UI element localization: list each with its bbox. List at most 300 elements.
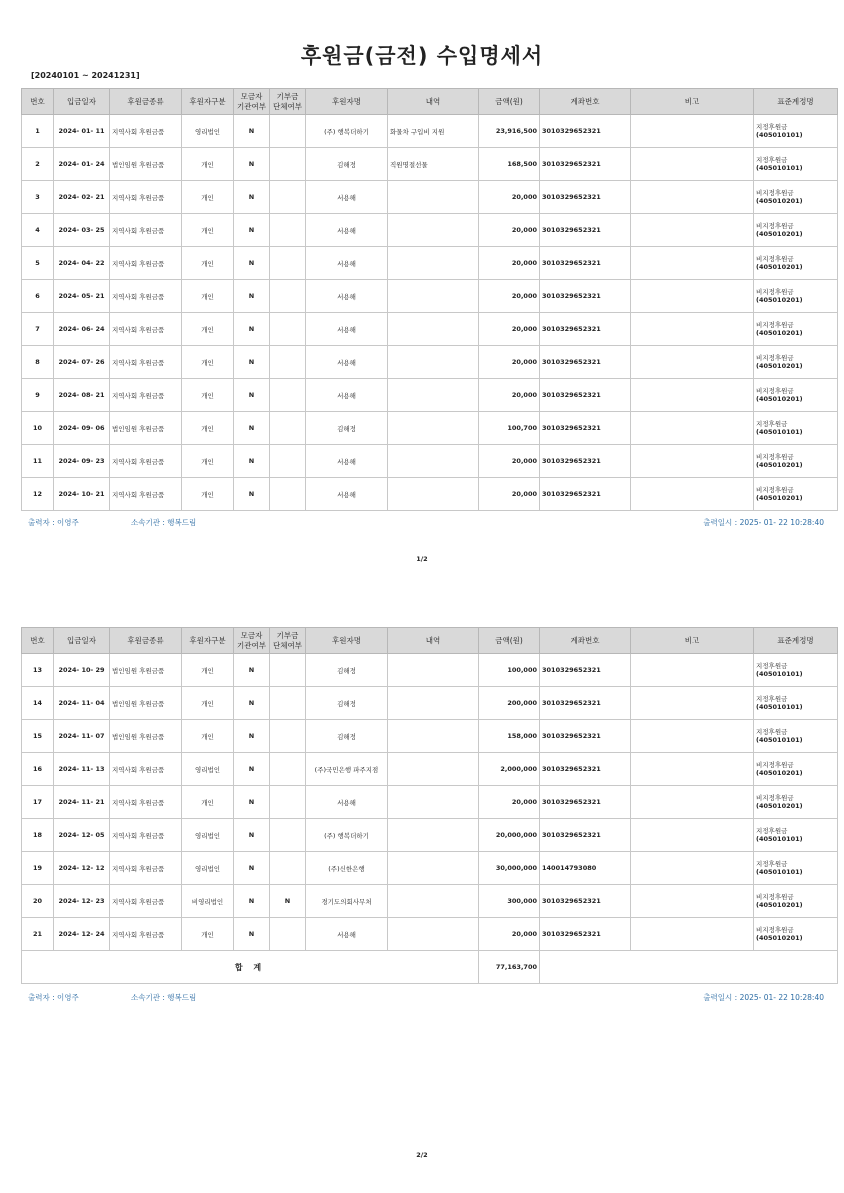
- cell-group: [270, 280, 306, 313]
- cell-fund-org: N: [234, 115, 270, 148]
- cell-donor-class: 개인: [182, 918, 234, 951]
- cell-donor-class: 개인: [182, 445, 234, 478]
- cell-donor: 서용해: [306, 181, 388, 214]
- cell-date: 2024- 03- 25: [54, 214, 110, 247]
- cell-amount: 20,000: [479, 786, 540, 819]
- cell-detail: [388, 720, 479, 753]
- cell-account: 3010329652321: [540, 687, 631, 720]
- cell-amount: 20,000: [479, 280, 540, 313]
- cell-fund-org: N: [234, 280, 270, 313]
- cell-std-account: 지정후원금 (405010101): [754, 720, 838, 753]
- cell-type: 지역사회 후원금품: [110, 115, 182, 148]
- cell-detail: [388, 753, 479, 786]
- cell-account: 3010329652321: [540, 115, 631, 148]
- cell-account: 3010329652321: [540, 786, 631, 819]
- header-donor-class: 후원자구분: [182, 89, 234, 115]
- cell-donor-class: 개인: [182, 313, 234, 346]
- cell-donor-class: 개인: [182, 280, 234, 313]
- cell-note: [631, 819, 754, 852]
- header-account: 계좌번호: [540, 628, 631, 654]
- cell-detail: [388, 819, 479, 852]
- cell-no: 4: [22, 214, 54, 247]
- cell-date: 2024- 01- 24: [54, 148, 110, 181]
- cell-amount: 20,000,000: [479, 819, 540, 852]
- cell-note: [631, 753, 754, 786]
- cell-date: 2024- 10- 29: [54, 654, 110, 687]
- cell-date: 2024- 12- 23: [54, 885, 110, 918]
- cell-type: 법인임원 후원금품: [110, 687, 182, 720]
- cell-type: 법인임원 후원금품: [110, 412, 182, 445]
- table-row: [22, 819, 844, 852]
- cell-note: [631, 181, 754, 214]
- cell-donor: (주)신한은행: [306, 852, 388, 885]
- cell-donor-class: 개인: [182, 379, 234, 412]
- cell-date: 2024- 07- 26: [54, 346, 110, 379]
- cell-amount: 200,000: [479, 687, 540, 720]
- cell-amount: 168,500: [479, 148, 540, 181]
- cell-type: 법인임원 후원금품: [110, 148, 182, 181]
- cell-no: 13: [22, 654, 54, 687]
- cell-fund-org: N: [234, 478, 270, 511]
- cell-date: 2024- 09- 06: [54, 412, 110, 445]
- cell-date: 2024- 12- 24: [54, 918, 110, 951]
- cell-detail: 직원명절선물: [388, 148, 479, 181]
- cell-account: 3010329652321: [540, 313, 631, 346]
- cell-donor-class: 영리법인: [182, 852, 234, 885]
- cell-date: 2024- 12- 05: [54, 819, 110, 852]
- table-row: [22, 445, 844, 478]
- cell-fund-org: N: [234, 379, 270, 412]
- cell-donor-class: 영리법인: [182, 115, 234, 148]
- cell-fund-org: N: [234, 346, 270, 379]
- cell-group: [270, 753, 306, 786]
- cell-std-account: 비지정후원금 (405010201): [754, 181, 838, 214]
- cell-date: 2024- 02- 21: [54, 181, 110, 214]
- cell-type: 지역사회 후원금품: [110, 478, 182, 511]
- cell-donor-class: 개인: [182, 654, 234, 687]
- cell-donor-class: 영리법인: [182, 819, 234, 852]
- cell-donor: 서용해: [306, 346, 388, 379]
- cell-donor: 서용해: [306, 280, 388, 313]
- cell-note: [631, 214, 754, 247]
- cell-fund-org: N: [234, 852, 270, 885]
- cell-donor: (주)국민은행 파주지점: [306, 753, 388, 786]
- cell-amount: 20,000: [479, 313, 540, 346]
- cell-group: N: [270, 885, 306, 918]
- cell-std-account: 비지정후원금 (405010201): [754, 786, 838, 819]
- table-row: [22, 918, 844, 951]
- cell-no: 19: [22, 852, 54, 885]
- cell-type: 지역사회 후원금품: [110, 918, 182, 951]
- cell-date: 2024- 09- 23: [54, 445, 110, 478]
- income-table-page-2: [21, 627, 844, 984]
- total-blank: [540, 951, 838, 984]
- cell-detail: 화물차 구입비 지원: [388, 115, 479, 148]
- cell-note: [631, 786, 754, 819]
- header-donor: 후원자명: [306, 89, 388, 115]
- cell-note: [631, 280, 754, 313]
- cell-fund-org: N: [234, 918, 270, 951]
- cell-donor: 김해정: [306, 687, 388, 720]
- cell-std-account: 지정후원금 (405010101): [754, 819, 838, 852]
- footer-printed-at-2: 출력일시 : 2025- 01- 22 10:28:40: [703, 993, 824, 1002]
- cell-account: 3010329652321: [540, 885, 631, 918]
- cell-detail: [388, 313, 479, 346]
- cell-std-account: 지정후원금 (405010101): [754, 687, 838, 720]
- cell-no: 15: [22, 720, 54, 753]
- table-row: [22, 280, 844, 313]
- cell-note: [631, 918, 754, 951]
- cell-date: 2024- 08- 21: [54, 379, 110, 412]
- table-row: [22, 346, 844, 379]
- table-row: [22, 786, 844, 819]
- cell-std-account: 비지정후원금 (405010201): [754, 247, 838, 280]
- table-row: [22, 654, 844, 687]
- income-table-page-1: [21, 88, 844, 511]
- table-row: [22, 148, 844, 181]
- cell-group: [270, 115, 306, 148]
- cell-fund-org: N: [234, 753, 270, 786]
- table-row: [22, 313, 844, 346]
- cell-std-account: 비지정후원금 (405010201): [754, 445, 838, 478]
- cell-amount: 20,000: [479, 247, 540, 280]
- cell-account: 3010329652321: [540, 346, 631, 379]
- header-no: 번호: [22, 628, 54, 654]
- header-type: 후원금종류: [110, 89, 182, 115]
- cell-type: 지역사회 후원금품: [110, 379, 182, 412]
- header-donor: 후원자명: [306, 628, 388, 654]
- cell-account: 3010329652321: [540, 247, 631, 280]
- cell-account: 3010329652321: [540, 214, 631, 247]
- cell-std-account: 비지정후원금 (405010201): [754, 280, 838, 313]
- report-period: [20240101 ~ 20241231]: [31, 71, 140, 80]
- cell-note: [631, 687, 754, 720]
- cell-type: 지역사회 후원금품: [110, 786, 182, 819]
- cell-account: 3010329652321: [540, 379, 631, 412]
- total-amount: 77,163,700: [479, 951, 540, 984]
- cell-no: 6: [22, 280, 54, 313]
- cell-detail: [388, 346, 479, 379]
- footer-printer: 출력자 : 이영주: [28, 518, 79, 527]
- header-std-account: 표준계정명: [754, 628, 838, 654]
- cell-donor: 서용해: [306, 214, 388, 247]
- header-date: 입금일자: [54, 89, 110, 115]
- cell-type: 지역사회 후원금품: [110, 280, 182, 313]
- cell-group: [270, 445, 306, 478]
- table-row: [22, 720, 844, 753]
- cell-donor-class: 개인: [182, 786, 234, 819]
- cell-fund-org: N: [234, 148, 270, 181]
- cell-group: [270, 313, 306, 346]
- cell-donor: 서용해: [306, 247, 388, 280]
- cell-amount: 2,000,000: [479, 753, 540, 786]
- total-row: [22, 951, 844, 984]
- cell-std-account: 비지정후원금 (405010201): [754, 379, 838, 412]
- table-row: [22, 478, 844, 511]
- cell-no: 20: [22, 885, 54, 918]
- cell-no: 5: [22, 247, 54, 280]
- header-group: 기부금 단체여부: [270, 89, 306, 115]
- table-row: [22, 214, 844, 247]
- cell-no: 2: [22, 148, 54, 181]
- cell-note: [631, 379, 754, 412]
- cell-account: 140014793080: [540, 852, 631, 885]
- cell-account: 3010329652321: [540, 654, 631, 687]
- cell-std-account: 비지정후원금 (405010201): [754, 753, 838, 786]
- table-header-row: [22, 89, 844, 115]
- cell-account: 3010329652321: [540, 445, 631, 478]
- cell-std-account: 지정후원금 (405010101): [754, 115, 838, 148]
- cell-note: [631, 445, 754, 478]
- header-amount: 금액(원): [479, 628, 540, 654]
- page-number-1: 1/2: [416, 555, 428, 563]
- cell-donor: 경기도의회사무처: [306, 885, 388, 918]
- header-std-account: 표준계정명: [754, 89, 838, 115]
- cell-amount: 20,000: [479, 478, 540, 511]
- footer-printed-at: 출력일시 : 2025- 01- 22 10:28:40: [703, 518, 824, 527]
- cell-note: [631, 247, 754, 280]
- page-number-2: 2/2: [416, 1151, 428, 1159]
- cell-date: 2024- 05- 21: [54, 280, 110, 313]
- cell-no: 11: [22, 445, 54, 478]
- cell-note: [631, 412, 754, 445]
- cell-group: [270, 918, 306, 951]
- cell-no: 21: [22, 918, 54, 951]
- cell-donor: 김해정: [306, 720, 388, 753]
- cell-std-account: 지정후원금 (405010101): [754, 148, 838, 181]
- cell-donor: (주) 행복더하기: [306, 819, 388, 852]
- cell-std-account: 비지정후원금 (405010201): [754, 346, 838, 379]
- cell-amount: 23,916,500: [479, 115, 540, 148]
- cell-std-account: 비지정후원금 (405010201): [754, 313, 838, 346]
- cell-group: [270, 654, 306, 687]
- cell-date: 2024- 04- 22: [54, 247, 110, 280]
- cell-amount: 20,000: [479, 346, 540, 379]
- table-row: [22, 247, 844, 280]
- cell-fund-org: N: [234, 214, 270, 247]
- cell-detail: [388, 181, 479, 214]
- table-header-row: [22, 628, 844, 654]
- cell-date: 2024- 11- 13: [54, 753, 110, 786]
- cell-type: 지역사회 후원금품: [110, 247, 182, 280]
- cell-account: 3010329652321: [540, 720, 631, 753]
- cell-date: 2024- 01- 11: [54, 115, 110, 148]
- cell-donor: (주) 행복더하기: [306, 115, 388, 148]
- cell-no: 16: [22, 753, 54, 786]
- cell-donor-class: 개인: [182, 148, 234, 181]
- cell-amount: 20,000: [479, 918, 540, 951]
- cell-type: 지역사회 후원금품: [110, 181, 182, 214]
- cell-fund-org: N: [234, 720, 270, 753]
- cell-detail: [388, 412, 479, 445]
- cell-type: 지역사회 후원금품: [110, 346, 182, 379]
- cell-donor: 김해정: [306, 148, 388, 181]
- cell-type: 법인임원 후원금품: [110, 720, 182, 753]
- cell-detail: [388, 214, 479, 247]
- cell-std-account: 비지정후원금 (405010201): [754, 214, 838, 247]
- cell-date: 2024- 10- 21: [54, 478, 110, 511]
- cell-fund-org: N: [234, 181, 270, 214]
- cell-no: 17: [22, 786, 54, 819]
- cell-no: 1: [22, 115, 54, 148]
- cell-amount: 100,000: [479, 654, 540, 687]
- cell-amount: 158,000: [479, 720, 540, 753]
- cell-donor-class: 개인: [182, 720, 234, 753]
- cell-no: 14: [22, 687, 54, 720]
- cell-fund-org: N: [234, 885, 270, 918]
- cell-account: 3010329652321: [540, 280, 631, 313]
- cell-type: 지역사회 후원금품: [110, 819, 182, 852]
- header-donor-class: 후원자구분: [182, 628, 234, 654]
- cell-donor-class: 개인: [182, 412, 234, 445]
- cell-account: 3010329652321: [540, 819, 631, 852]
- cell-group: [270, 247, 306, 280]
- cell-type: 법인임원 후원금품: [110, 654, 182, 687]
- cell-fund-org: N: [234, 313, 270, 346]
- header-detail: 내역: [388, 89, 479, 115]
- header-detail: 내역: [388, 628, 479, 654]
- total-label: 합 계: [22, 951, 479, 984]
- cell-note: [631, 478, 754, 511]
- cell-detail: [388, 379, 479, 412]
- cell-detail: [388, 445, 479, 478]
- cell-detail: [388, 280, 479, 313]
- cell-donor: 서용해: [306, 313, 388, 346]
- document-title: 후원금(금전) 수입명세서: [300, 44, 544, 68]
- cell-group: [270, 720, 306, 753]
- cell-account: 3010329652321: [540, 181, 631, 214]
- cell-account: 3010329652321: [540, 918, 631, 951]
- cell-donor-class: 개인: [182, 687, 234, 720]
- cell-std-account: 지정후원금 (405010101): [754, 852, 838, 885]
- table-row: [22, 852, 844, 885]
- footer-org-2: 소속기관 : 행복드림: [131, 993, 197, 1002]
- cell-std-account: 비지정후원금 (405010201): [754, 885, 838, 918]
- cell-donor-class: 개인: [182, 247, 234, 280]
- cell-date: 2024- 11- 07: [54, 720, 110, 753]
- cell-group: [270, 819, 306, 852]
- cell-type: 지역사회 후원금품: [110, 753, 182, 786]
- cell-note: [631, 720, 754, 753]
- cell-type: 지역사회 후원금품: [110, 445, 182, 478]
- cell-fund-org: N: [234, 412, 270, 445]
- cell-account: 3010329652321: [540, 148, 631, 181]
- cell-no: 7: [22, 313, 54, 346]
- cell-donor: 서용해: [306, 478, 388, 511]
- cell-amount: 20,000: [479, 214, 540, 247]
- cell-group: [270, 687, 306, 720]
- footer-org: 소속기관 : 행복드림: [131, 518, 197, 527]
- cell-note: [631, 346, 754, 379]
- cell-group: [270, 148, 306, 181]
- cell-amount: 300,000: [479, 885, 540, 918]
- cell-std-account: 지정후원금 (405010101): [754, 412, 838, 445]
- cell-group: [270, 852, 306, 885]
- cell-detail: [388, 786, 479, 819]
- cell-type: 지역사회 후원금품: [110, 313, 182, 346]
- cell-fund-org: N: [234, 654, 270, 687]
- cell-donor: 서용해: [306, 786, 388, 819]
- header-note: 비고: [631, 628, 754, 654]
- header-amount: 금액(원): [479, 89, 540, 115]
- cell-group: [270, 181, 306, 214]
- cell-type: 지역사회 후원금품: [110, 885, 182, 918]
- header-no: 번호: [22, 89, 54, 115]
- cell-donor-class: 개인: [182, 478, 234, 511]
- footer-printer-2: 출력자 : 이영주: [28, 993, 79, 1002]
- cell-donor: 김해정: [306, 412, 388, 445]
- cell-note: [631, 852, 754, 885]
- cell-no: 9: [22, 379, 54, 412]
- cell-amount: 30,000,000: [479, 852, 540, 885]
- cell-no: 12: [22, 478, 54, 511]
- table-row: [22, 687, 844, 720]
- header-account: 계좌번호: [540, 89, 631, 115]
- cell-note: [631, 148, 754, 181]
- cell-detail: [388, 918, 479, 951]
- cell-donor-class: 영리법인: [182, 753, 234, 786]
- cell-note: [631, 313, 754, 346]
- cell-detail: [388, 478, 479, 511]
- cell-no: 10: [22, 412, 54, 445]
- cell-no: 8: [22, 346, 54, 379]
- cell-group: [270, 346, 306, 379]
- cell-note: [631, 885, 754, 918]
- cell-std-account: 비지정후원금 (405010201): [754, 918, 838, 951]
- cell-group: [270, 478, 306, 511]
- cell-note: [631, 115, 754, 148]
- cell-donor: 서용해: [306, 445, 388, 478]
- cell-date: 2024- 11- 04: [54, 687, 110, 720]
- cell-amount: 20,000: [479, 181, 540, 214]
- cell-date: 2024- 06- 24: [54, 313, 110, 346]
- header-fund-org: 모금자 기관여부: [234, 89, 270, 115]
- table-row: [22, 753, 844, 786]
- cell-donor-class: 개인: [182, 214, 234, 247]
- cell-detail: [388, 247, 479, 280]
- cell-group: [270, 786, 306, 819]
- table-row: [22, 412, 844, 445]
- cell-detail: [388, 687, 479, 720]
- cell-amount: 20,000: [479, 379, 540, 412]
- cell-no: 3: [22, 181, 54, 214]
- cell-type: 지역사회 후원금품: [110, 214, 182, 247]
- cell-donor-class: 비영리법인: [182, 885, 234, 918]
- cell-group: [270, 379, 306, 412]
- header-type: 후원금종류: [110, 628, 182, 654]
- cell-fund-org: N: [234, 687, 270, 720]
- cell-donor: 서용해: [306, 379, 388, 412]
- cell-account: 3010329652321: [540, 753, 631, 786]
- cell-donor-class: 개인: [182, 346, 234, 379]
- cell-type: 지역사회 후원금품: [110, 852, 182, 885]
- cell-account: 3010329652321: [540, 412, 631, 445]
- cell-std-account: 비지정후원금 (405010201): [754, 478, 838, 511]
- header-date: 입금일자: [54, 628, 110, 654]
- cell-date: 2024- 12- 12: [54, 852, 110, 885]
- cell-amount: 100,700: [479, 412, 540, 445]
- cell-std-account: 지정후원금 (405010101): [754, 654, 838, 687]
- table-row: [22, 181, 844, 214]
- cell-detail: [388, 852, 479, 885]
- header-group: 기부금 단체여부: [270, 628, 306, 654]
- table-row: [22, 885, 844, 918]
- header-fund-org: 모금자 기관여부: [234, 628, 270, 654]
- cell-date: 2024- 11- 21: [54, 786, 110, 819]
- cell-note: [631, 654, 754, 687]
- cell-group: [270, 412, 306, 445]
- table-row: [22, 115, 844, 148]
